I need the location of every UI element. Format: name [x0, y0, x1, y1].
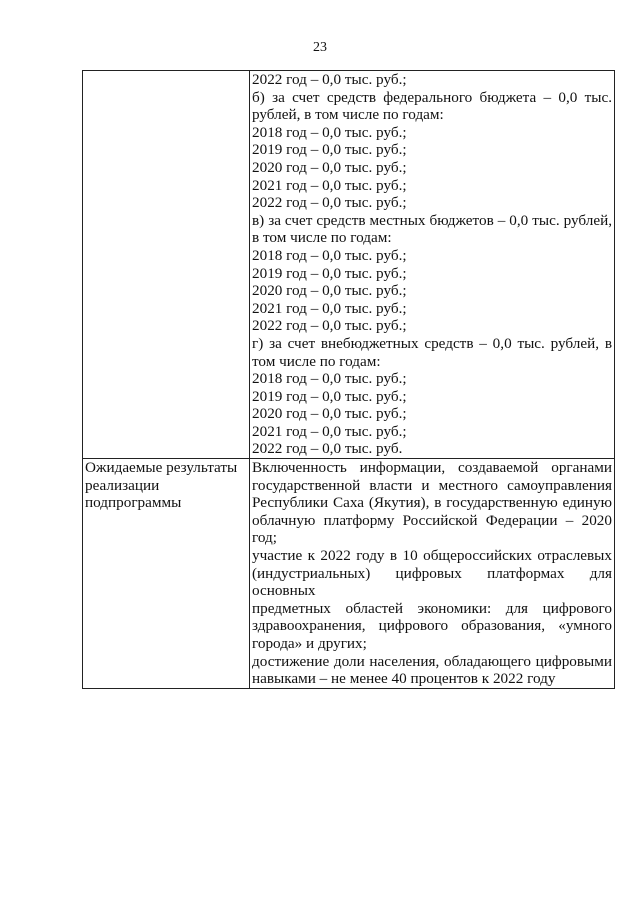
page-number: 23: [313, 40, 327, 55]
expected-results-label-cell: [83, 459, 250, 689]
result-item-2-line: здравоохранения, цифрового образования, «умного: [252, 617, 612, 635]
federal-year-line: 2018 год – 0,0 тыс. руб.;: [252, 123, 407, 141]
federal-year-line: 2022 год – 0,0 тыс. руб.;: [252, 194, 407, 212]
federal-year-line: 2020 год – 0,0 тыс. руб.;: [252, 158, 407, 176]
result-item-2-line: города» и других;: [252, 635, 367, 652]
result-item-1-line: государственной власти и местного самоуправления: [252, 476, 612, 494]
expected-results-content-cell: [250, 459, 615, 689]
subprogram-passport-table: [82, 70, 615, 689]
result-item-1-line: год;: [252, 529, 277, 547]
extrabudgetary-year-line: 2019 год – 0,0 тыс. руб.;: [252, 387, 407, 405]
result-item-2-line: участие к 2022 году в 10 общероссийских отраслевых: [252, 547, 612, 565]
federal-year-line: 2019 год – 0,0 тыс. руб.;: [252, 141, 407, 159]
extrabudgetary-heading: г) за счет внебюджетных средств – 0,0 тыс. рублей, в: [252, 334, 612, 352]
local-budget-heading-cont: в том числе по годам:: [252, 229, 392, 247]
local-year-line: 2018 год – 0,0 тыс. руб.;: [252, 246, 407, 264]
local-budget-heading: в) за счет средств местных бюджетов – 0,0 тыс. рублей,: [252, 211, 612, 229]
expected-results-label: подпрограммы: [85, 494, 182, 512]
extrabudgetary-year-line: 2020 год – 0,0 тыс. руб.;: [252, 405, 407, 423]
expected-results-label: Ожидаемые результаты: [85, 459, 238, 477]
local-year-line: 2021 год – 0,0 тыс. руб.;: [252, 299, 407, 317]
local-year-line: 2022 год – 0,0 тыс. руб.;: [252, 317, 407, 335]
result-item-3-line: навыками – не менее 40 процентов к 2022 году: [252, 670, 556, 688]
federal-budget-heading-cont: рублей, в том числе по годам:: [252, 106, 444, 124]
extrabudgetary-year-line: 2018 год – 0,0 тыс. руб.;: [252, 370, 407, 388]
expected-results-label: реализации: [85, 476, 160, 494]
result-item-2-line: (индустриальных) цифровых платформах для основных: [252, 564, 612, 600]
financing-row: [83, 71, 615, 459]
result-item-1-line: Республики Саха (Якутия), в государственную единую: [252, 494, 612, 512]
expected-results-row: [83, 459, 615, 689]
financing-label-cell: [83, 71, 250, 459]
extrabudgetary-year-line: 2022 год – 0,0 тыс. руб.: [252, 440, 403, 458]
local-year-line: 2020 год – 0,0 тыс. руб.;: [252, 282, 407, 300]
result-item-1-line: облачную платформу Российской Федерации – 2020: [252, 511, 612, 529]
result-item-1-line: Включенность информации, создаваемой органами: [252, 459, 612, 477]
financing-line: 2022 год – 0,0 тыс. руб.;: [252, 71, 407, 88]
extrabudgetary-year-line: 2021 год – 0,0 тыс. руб.;: [252, 422, 407, 440]
result-item-3-line: достижение доли населения, обладающего цифровыми: [252, 652, 612, 670]
financing-content-cell: [250, 71, 615, 459]
federal-budget-heading: б) за счет средств федерального бюджета – 0,0 тыс.: [252, 88, 612, 106]
result-item-2-line: предметных областей экономики: для цифрового: [252, 599, 612, 617]
federal-year-line: 2021 год – 0,0 тыс. руб.;: [252, 176, 407, 194]
local-year-line: 2019 год – 0,0 тыс. руб.;: [252, 264, 407, 282]
extrabudgetary-heading-cont: том числе по годам:: [252, 352, 381, 370]
